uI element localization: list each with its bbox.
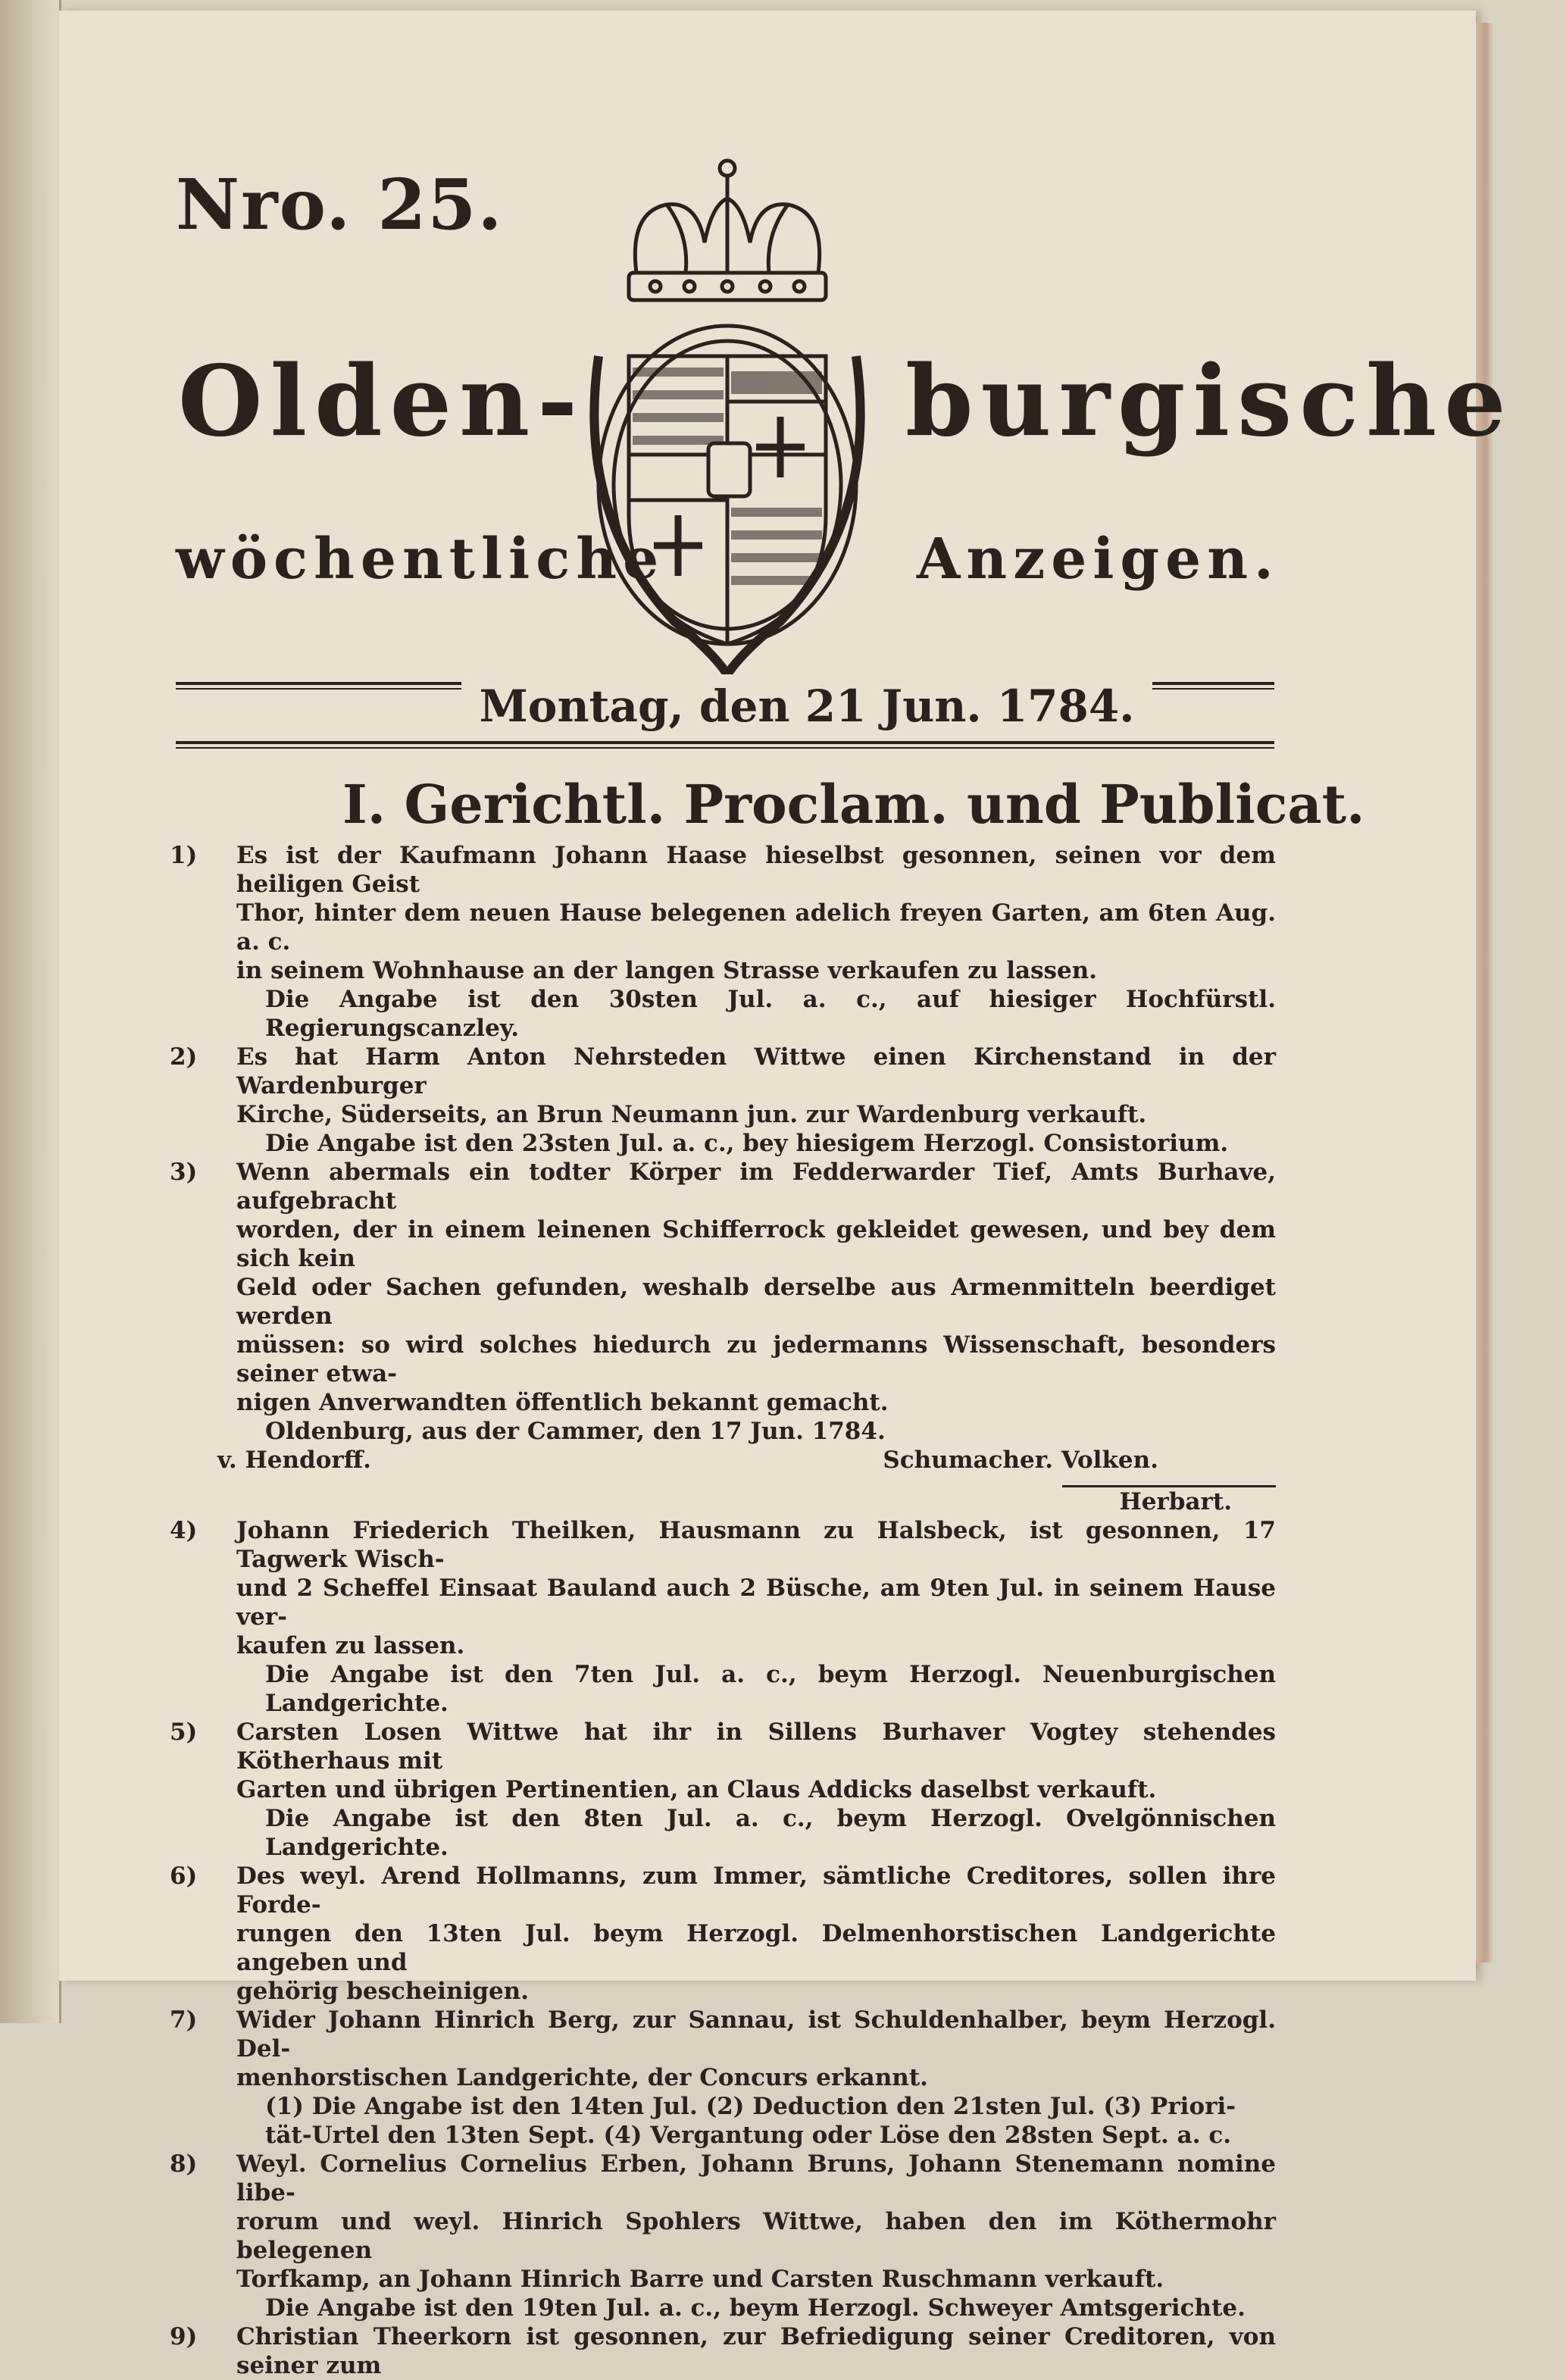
rule-bottom-thin: [176, 747, 1274, 749]
notice-line: Carsten Losen Wittwe hat ihr in Sillens Burhaver Vogtey stehendes Kötherhaus mit: [236, 1719, 1276, 1775]
issue-date-line: [0, 680, 1417, 732]
notice-6: [170, 1862, 1276, 2006]
signature-line: [176, 1446, 1276, 1475]
notice-line: Weyl. Cornelius Cornelius Erben, Johann Bruns, Johann Stenemann nomine libe-: [236, 2150, 1276, 2206]
notice-line: und 2 Scheffel Einsaat Bauland auch 2 Büsche, am 9ten Jul. in seinem Hause ver-: [236, 1575, 1276, 1631]
signature: Schumacher. Volken.: [883, 1446, 1158, 1474]
notice-line: kaufen zu lassen.: [236, 1632, 465, 1659]
masthead-title-left: Olden-: [178, 345, 586, 458]
notice-line: Christian Theerkorn ist gesonnen, zur Befriedigung seiner Creditoren, von seiner zum: [236, 2323, 1276, 2379]
notice-5: [170, 1718, 1276, 1862]
notice-line: Torfkamp, an Johann Hinrich Barre und Carsten Ruschmann verkauft.: [236, 2266, 1164, 2293]
notice-4: [170, 1516, 1276, 1718]
notice-2: [170, 1043, 1276, 1158]
notice-1: [170, 841, 1276, 1043]
notice-line: in seinem Wohnhause an der langen Strasse verkaufen zu lassen.: [236, 957, 1098, 984]
issue-number: Nro. 25.: [176, 164, 504, 246]
page-edge: [1476, 23, 1493, 1962]
notice-number: 7): [170, 2006, 198, 2034]
section-heading: I. Gerichtl. Proclam. und Publicat.: [342, 773, 1365, 836]
notice-note: Die Angabe ist den 19ten Jul. a. c., beym Herzogl. Schweyer Amtsgerichte.: [265, 2294, 1246, 2322]
notice-line: rungen den 13ten Jul. beym Herzogl. Delmenhorstischen Landgerichte angeben und: [236, 1920, 1276, 1976]
notice-line: Kirche, Süderseits, an Brun Neumann jun. zur Wardenburg verkauft.: [236, 1101, 1147, 1128]
notices-body: [170, 841, 1276, 2380]
notice-number: 5): [170, 1719, 198, 1746]
notice-line: Geld oder Sachen gefunden, weshalb derselbe aus Armenmitteln beerdiget werden: [236, 1274, 1276, 1330]
notice-number: 4): [170, 1517, 198, 1544]
notice-line: Es ist der Kaufmann Johann Haase hieselbst gesonnen, seinen vor dem heiligen Geist: [236, 842, 1276, 898]
notice-line: worden, der in einem leinenen Schifferrock gekleidet gewesen, und bey dem sich kein: [236, 1216, 1276, 1272]
notice-note: Die Angabe ist den 23sten Jul. a. c., bey hiesigem Herzogl. Consistorium.: [265, 1130, 1229, 1157]
notice-9: [170, 2322, 1276, 2380]
notice-8: [170, 2150, 1276, 2322]
notice-number: 1): [170, 842, 198, 869]
facing-page-edge: [0, 0, 61, 2023]
notice-number: 6): [170, 1862, 198, 1890]
coat-of-arms-crest: [583, 152, 902, 674]
notice-line: gehörig bescheinigen.: [236, 1978, 530, 2005]
rule-bottom: [176, 741, 1274, 744]
notice-note: Die Angabe ist den 30sten Jul. a. c., auf hiesiger Hochfürstl. Regierungscanzley.: [265, 986, 1276, 1042]
notice-line: nigen Anverwandten öffentlich bekannt gemacht.: [236, 1389, 889, 1416]
notice-line: Thor, hinter dem neuen Hause belegenen adelich freyen Garten, am 6ten Aug. a. c.: [236, 899, 1276, 955]
notice-line: menhorstischen Landgerichte, der Concurs erkannt.: [236, 2064, 928, 2091]
notice-number: 8): [170, 2150, 198, 2178]
masthead-title-right: burgische: [905, 345, 1514, 458]
notice-note: Oldenburg, aus der Cammer, den 17 Jun. 1784.: [265, 1418, 886, 1445]
notice-3: [170, 1158, 1276, 1516]
masthead-subtitle-right: Anzeigen.: [917, 527, 1280, 592]
notice-subline: (1) Die Angabe ist den 14ten Jul. (2) Deduction den 21sten Jul. (3) Priori-: [265, 2093, 1236, 2120]
notice-line: Wenn abermals ein todter Körper im Fedderwarder Tief, Amts Burhave, aufgebracht: [236, 1159, 1276, 1215]
notice-subline: tät-Urtel den 13ten Sept. (4) Vergantung oder Löse den 28sten Sept. a. c.: [265, 2122, 1231, 2149]
notice-line: Es hat Harm Anton Nehrsteden Wittwe einen Kirchenstand in der Wardenburger: [236, 1043, 1276, 1099]
notice-line: müssen: so wird solches hiedurch zu jedermanns Wissenschaft, besonders seiner etwa-: [236, 1331, 1276, 1387]
notice-line: Wider Johann Hinrich Berg, zur Sannau, ist Schuldenhalber, beym Herzogl. Del-: [236, 2006, 1276, 2063]
signature: v. Hendorff.: [217, 1446, 371, 1474]
notice-7: [170, 2006, 1276, 2150]
issue-date: Montag, den 21 Jun. 1784.: [461, 680, 1153, 732]
notice-number: 3): [170, 1159, 198, 1186]
notice-number: 9): [170, 2323, 198, 2350]
notice-note: Die Angabe ist den 7ten Jul. a. c., beym Herzogl. Neuenburgischen Landgerichte.: [265, 1661, 1276, 1717]
notice-number: 2): [170, 1043, 198, 1071]
signature: Herbart.: [1119, 1488, 1232, 1515]
notice-line: Garten und übrigen Pertinentien, an Claus Addicks daselbst verkauft.: [236, 1776, 1157, 1803]
notice-line: rorum und weyl. Hinrich Spohlers Wittwe, haben den im Köthermohr belegenen: [236, 2208, 1276, 2264]
notice-note: Die Angabe ist den 8ten Jul. a. c., beym Herzogl. Ovelgönnischen Landgerichte.: [265, 1805, 1276, 1861]
notice-line: Des weyl. Arend Hollmanns, zum Immer, sämtliche Creditores, sollen ihre Forde-: [236, 1862, 1276, 1919]
notice-line: Johann Friederich Theilken, Hausmann zu Halsbeck, ist gesonnen, 17 Tagwerk Wisch-: [236, 1517, 1276, 1573]
masthead-subtitle-left: wöchentliche: [176, 527, 665, 592]
